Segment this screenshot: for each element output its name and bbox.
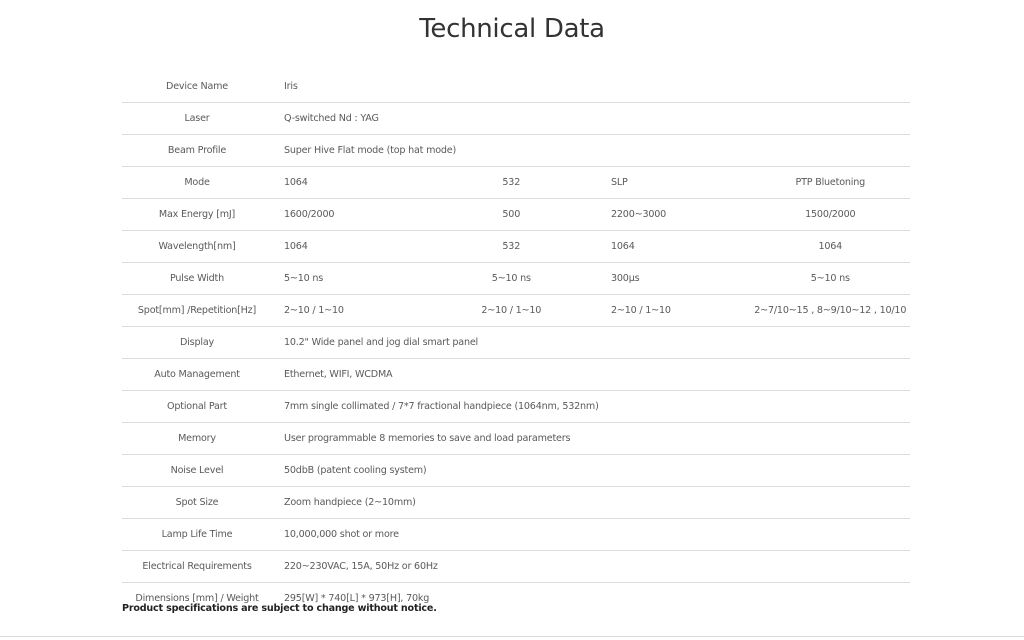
row-label: Display [180, 337, 214, 348]
table-row-spot-repetition [122, 295, 910, 327]
table-row-wavelength [122, 231, 910, 263]
table-row-optional-part [122, 391, 910, 423]
row-value-ptp: 2~7/10~15 , 8~9/10~12 , 10/10 [754, 305, 907, 316]
row-label: Wavelength[nm] [158, 241, 236, 252]
row-value: 295[W] * 740[L] * 973[H], 70kg [284, 593, 430, 604]
row-label: Device Name [166, 81, 228, 92]
row-value-ptp: 5~10 ns [810, 273, 850, 284]
row-value: 220~230VAC, 15A, 50Hz or 60Hz [284, 561, 438, 572]
table-row-memory [122, 423, 910, 455]
row-value: Q-switched Nd : YAG [284, 113, 379, 124]
row-label: Dimensions [mm] / Weight [135, 593, 259, 604]
row-label: Max Energy [mJ] [158, 209, 236, 220]
table-row-pulse-width [122, 263, 910, 295]
row-value-1064: 1064 [284, 177, 308, 188]
row-value: 10,000,000 shot or more [284, 529, 399, 540]
row-value-slp: 1064 [611, 241, 635, 252]
table-row-auto-management [122, 359, 910, 391]
row-value-532: 5~10 ns [491, 273, 531, 284]
row-value: 7mm single collimated / 7*7 fractional handpiece (1064nm, 532nm) [284, 401, 599, 412]
row-value: 50dbB (patent cooling system) [284, 465, 427, 476]
row-value: Super Hive Flat mode (top hat mode) [284, 145, 457, 156]
technical-data-table [122, 71, 910, 614]
row-label: Optional Part [167, 401, 227, 412]
row-value: Zoom handpiece (2~10mm) [284, 497, 416, 508]
table-row-beam-profile [122, 135, 910, 167]
disclaimer-notice: Product specifications are subject to change without notice. [122, 603, 437, 614]
row-value-slp: SLP [611, 177, 628, 188]
row-value-slp: 2~10 / 1~10 [611, 305, 671, 316]
row-value-slp: 300μs [611, 273, 640, 284]
row-value-532: 2~10 / 1~10 [481, 305, 542, 316]
row-value-ptp: 1064 [818, 241, 843, 252]
row-value: 10.2" Wide panel and jog dial smart panel [284, 337, 478, 348]
row-value-1064: 1600/2000 [284, 209, 335, 220]
row-value-slp: 2200~3000 [611, 209, 667, 220]
table-row-max-energy [122, 199, 910, 231]
row-label: Memory [178, 433, 216, 444]
table-row-electrical-requirements [122, 551, 910, 583]
row-label: Spot Size [175, 497, 219, 508]
row-value-1064: 5~10 ns [284, 273, 324, 284]
row-label: Beam Profile [167, 145, 227, 156]
row-label: Spot[mm] /Repetition[Hz] [137, 305, 257, 316]
table-row-spot-size [122, 487, 910, 519]
row-value-532: 532 [502, 177, 521, 188]
table-row-display [122, 327, 910, 359]
row-label: Electrical Requirements [142, 561, 252, 572]
row-value: Iris [284, 81, 298, 92]
row-label: Auto Management [154, 369, 240, 380]
row-label: Lamp Life Time [161, 529, 233, 540]
row-label: Pulse Width [170, 273, 224, 284]
row-value-1064: 2~10 / 1~10 [284, 305, 344, 316]
footer-divider [0, 636, 1024, 637]
row-value-532: 532 [502, 241, 521, 252]
row-value-ptp: PTP Bluetoning [795, 177, 865, 188]
table-row-lamp-life-time [122, 519, 910, 551]
row-value-ptp: 1500/2000 [805, 209, 856, 220]
table-row-device-name [122, 71, 910, 103]
page-title: Technical Data [419, 14, 605, 44]
table-row-laser [122, 103, 910, 135]
row-label: Noise Level [170, 465, 224, 476]
row-value: User programmable 8 memories to save and load parameters [284, 433, 571, 444]
row-value-532: 500 [502, 209, 521, 220]
table-row-mode [122, 167, 910, 199]
row-value-1064: 1064 [284, 241, 308, 252]
technical-data-table-body [122, 71, 910, 614]
row-value: Ethernet, WIFI, WCDMA [284, 369, 393, 380]
table-row-noise-level [122, 455, 910, 487]
row-label: Laser [184, 113, 210, 124]
row-label: Mode [184, 177, 210, 188]
